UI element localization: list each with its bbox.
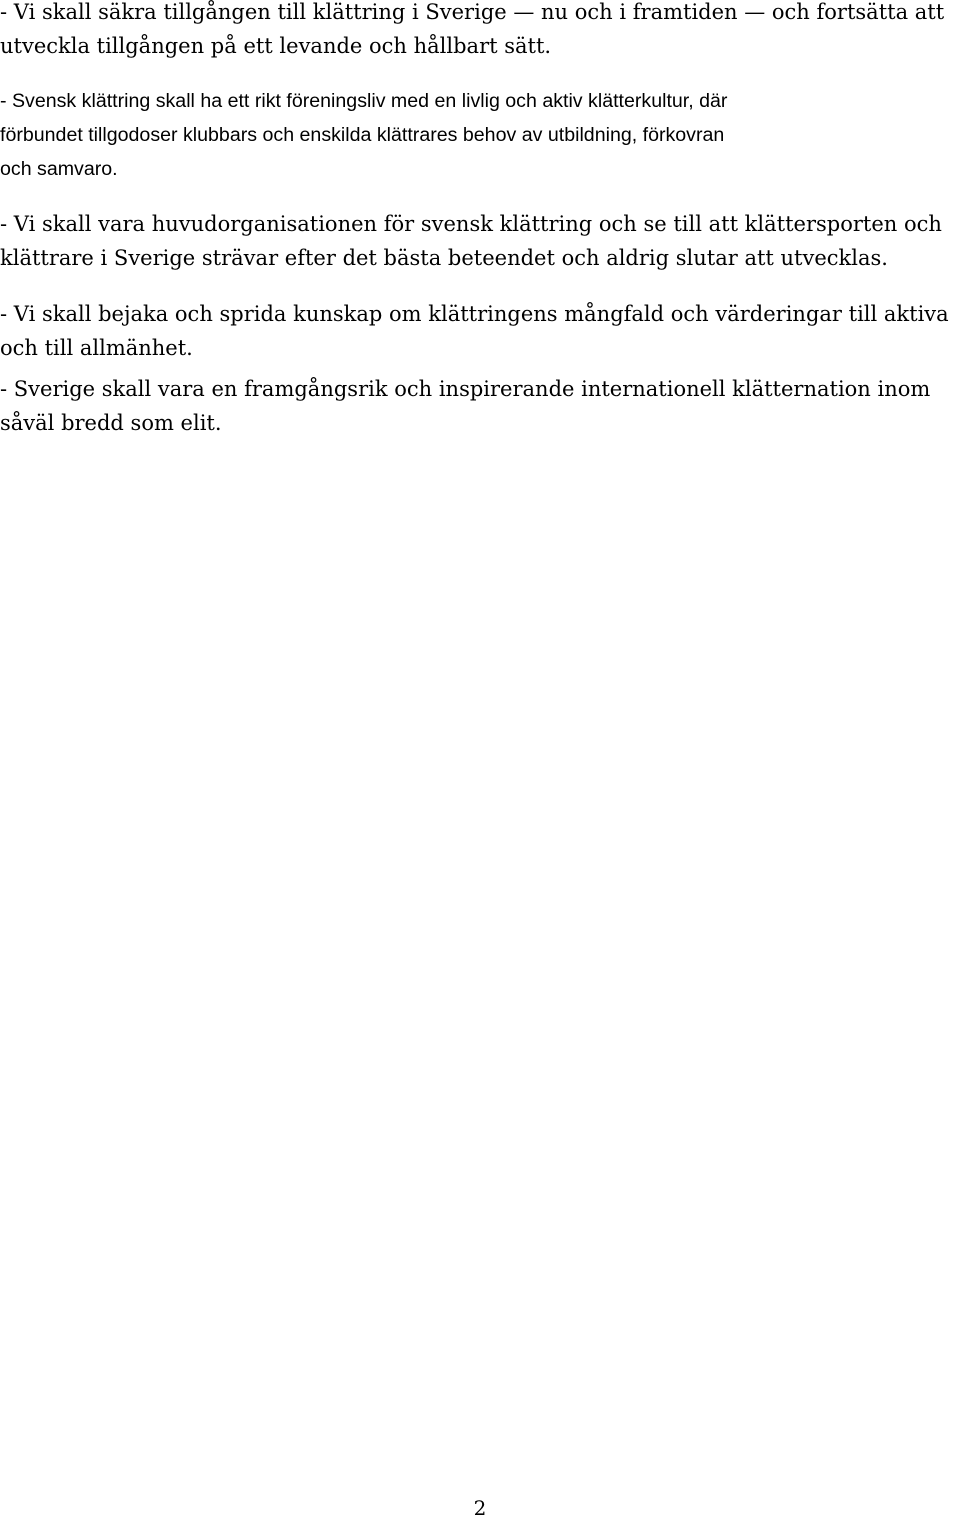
- paragraph-line: såväl bredd som elit.: [0, 411, 222, 435]
- paragraph-main-organisation: [0, 207, 942, 275]
- paragraph-line: utveckla tillgången på ett levande och hållbart sätt.: [0, 34, 552, 58]
- paragraph-knowledge: [0, 297, 949, 365]
- page-number: 2: [473, 1496, 487, 1520]
- paragraph-line: klättrare i Sverige strävar efter det bästa beteendet och aldrig slutar att utvecklas.: [0, 246, 888, 270]
- paragraph-line: - Vi skall bejaka och sprida kunskap om klättringens mångfald och värderingar till aktiva: [0, 302, 949, 326]
- paragraph-line: och samvaro.: [0, 158, 118, 180]
- paragraph-line: förbundet tillgodoser klubbars och enskilda klättrares behov av utbildning, förkovran: [0, 124, 725, 146]
- paragraph-line: och till allmänhet.: [0, 336, 193, 360]
- paragraph-club-life: [0, 84, 727, 186]
- paragraph-line: - Vi skall vara huvudorganisationen för svensk klättring och se till att klättersporten och: [0, 212, 942, 236]
- paragraph-line: - Svensk klättring skall ha ett rikt föreningsliv med en livlig och aktiv klätterkultur, där: [0, 90, 728, 112]
- paragraph-line: - Vi skall säkra tillgången till klättring i Sverige — nu och i framtiden — och fortsätta att: [0, 0, 945, 24]
- paragraph-international: [0, 372, 930, 440]
- paragraph-line: - Sverige skall vara en framgångsrik och inspirerande internationell klätternation inom: [0, 377, 931, 401]
- paragraph-access: [0, 0, 944, 63]
